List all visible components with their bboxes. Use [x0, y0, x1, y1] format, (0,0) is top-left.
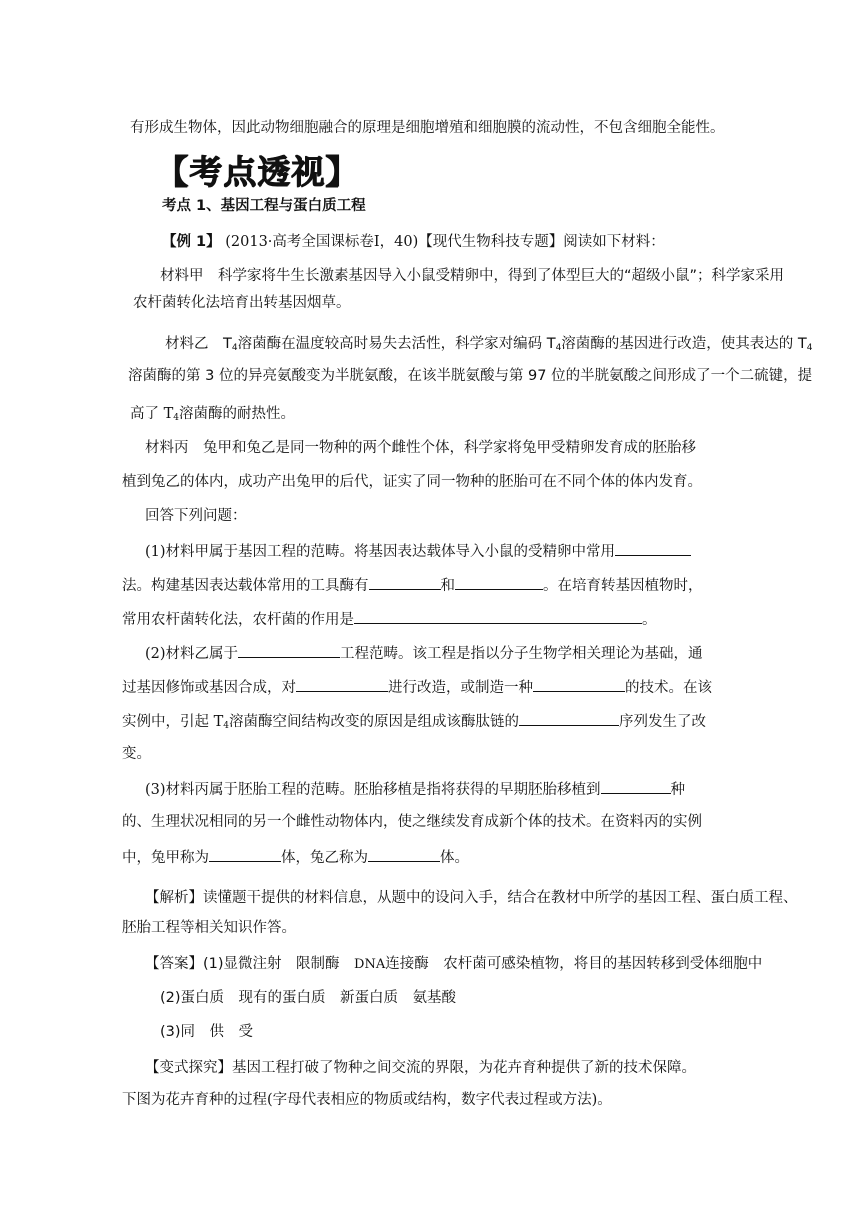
answer-blank[interactable] [615, 540, 691, 556]
text-span: 常用农杆菌转化法，农杆菌的作用是 [122, 612, 354, 628]
answer-line: (3)同 供 受 [160, 1024, 254, 1040]
subscript: 4 [231, 343, 238, 353]
text-span: (1)材料甲属于基因工程的范畴。将基因表达载体导入小鼠的受精卵中常用 [145, 544, 616, 560]
analysis-line: 胚胎工程等相关知识作答。 [122, 920, 296, 936]
subscript: 4 [555, 343, 562, 353]
example-header [162, 232, 665, 252]
question-1-line [145, 540, 691, 562]
material-yi-line [165, 334, 813, 358]
text-span: 过基因修饰或基因合成，对 [122, 680, 296, 696]
answer-blank[interactable] [354, 608, 642, 624]
material-yi-line: 溶菌酶的第 3 位的异亮氨酸变为半胱氨酸，在该半胱氨酸与第 97 位的半胱氨酸之间形成了一个二硫键，提 [128, 368, 813, 384]
text-span: DNA [354, 957, 386, 972]
subscript: 4 [806, 343, 813, 353]
text-span: 进行改造，或制造一种 [388, 680, 533, 696]
question-2-line [122, 676, 712, 698]
answer-line [145, 954, 762, 975]
text-span: 体，兔乙称为 [281, 850, 368, 866]
text-span: 【答案】(1)显微注射 限制酶 [145, 956, 355, 972]
answer-blank[interactable] [369, 574, 441, 590]
answer-blank[interactable] [238, 642, 340, 658]
example-source: (2013·高考全国课标卷Ⅰ，40) [225, 234, 419, 250]
material-yi-line [130, 404, 295, 428]
prompt-line: 回答下列问题： [145, 508, 247, 524]
variant-line: 下图为花卉育种的过程(字母代表相应的物质或结构，数字代表过程或方法)。 [122, 1092, 612, 1108]
answer-blank[interactable] [368, 846, 440, 862]
text-span: 种 [670, 782, 686, 798]
variant-line: 【变式探究】基因工程打破了物种之间交流的界限，为花卉育种提供了新的技术保障。 [145, 1060, 696, 1076]
question-3-line [122, 846, 469, 868]
subscript: 4 [223, 721, 230, 731]
text-span: 的技术。在该 [625, 680, 712, 696]
text-span: 工程范畴。该工程是指以分子生物学相关理论为基础，通 [340, 646, 703, 662]
question-2-line [122, 710, 706, 736]
question-2-line [145, 642, 703, 664]
answer-blank[interactable] [533, 676, 625, 692]
text-span: 溶菌酶的耐热性。 [179, 406, 296, 422]
answer-blank[interactable] [601, 778, 671, 794]
text-span: 中，兔甲称为 [122, 850, 209, 866]
answer-line: (2)蛋白质 现有的蛋白质 新蛋白质 氨基酸 [160, 990, 457, 1006]
text-span: 高了 T [130, 406, 174, 422]
answer-blank[interactable] [296, 676, 388, 692]
text-span: 溶菌酶在温度较高时易失去活性，科学家对编码 T [237, 336, 556, 352]
question-1-line [122, 608, 657, 630]
text-span: 。在培育转基因植物时， [543, 578, 703, 594]
text-span: 溶菌酶空间结构改变的原因是组成该酶肽链的 [229, 714, 520, 730]
answer-blank[interactable] [455, 574, 543, 590]
text-span: 和 [440, 578, 455, 594]
question-2-line: 变。 [122, 746, 151, 762]
text-span: 。 [642, 612, 657, 628]
example-label: 【例 1】 [162, 234, 221, 250]
answer-blank[interactable] [209, 846, 281, 862]
answer-blank[interactable] [519, 710, 619, 726]
material-jia-line: 材料甲 科学家将牛生长激素基因导入小鼠受精卵中，得到了体型巨大的“超级小鼠”；科学家采用 [160, 268, 785, 284]
text-span: 连接酶 农杆菌可感染植物，将目的基因转移到受体细胞中 [385, 956, 763, 972]
section-heading: 【考点透视】 [155, 152, 359, 191]
question-3-line [145, 778, 685, 800]
question-1-line [122, 574, 703, 596]
text-span: (3)材料丙属于胚胎工程的范畴。胚胎移植是指将获得的早期胚胎移植到 [145, 782, 601, 798]
text-span: 材料乙 T [165, 336, 232, 352]
example-topic: 【现代生物科技专题】阅读如下材料： [418, 234, 665, 250]
subscript: 4 [173, 413, 180, 423]
topic-title: 考点 1、基因工程与蛋白质工程 [162, 198, 366, 214]
text-span: 溶菌酶的基因进行改造，使其表达的 T [561, 336, 807, 352]
analysis-line: 【解析】读懂题干提供的材料信息，从题中的设问入手，结合在教材中所学的基因工程、蛋白质工程、 [145, 890, 798, 906]
material-jia-line: 农杆菌转化法培育出转基因烟草。 [133, 295, 351, 311]
text-span: 法。构建基因表达载体常用的工具酶有 [122, 578, 369, 594]
question-3-line: 的、生理状况相同的另一个雌性动物体内，使之继续发育成新个体的技术。在资料丙的实例 [122, 814, 702, 830]
text-span: 实例中，引起 T [122, 714, 224, 730]
text-span: 序列发生了改 [619, 714, 707, 730]
paragraph-line: 有形成生物体，因此动物细胞融合的原理是细胞增殖和细胞膜的流动性，不包含细胞全能性。 [130, 120, 725, 136]
text-span: (2)材料乙属于 [145, 646, 239, 662]
text-span: 体。 [440, 850, 469, 866]
material-bing-line: 植到兔乙的体内，成功产出兔甲的后代，证实了同一物种的胚胎可在不同个体的体内发育。 [122, 474, 702, 490]
material-bing-line: 材料丙 兔甲和兔乙是同一物种的两个雌性个体，科学家将兔甲受精卵发育成的胚胎移 [145, 440, 696, 456]
